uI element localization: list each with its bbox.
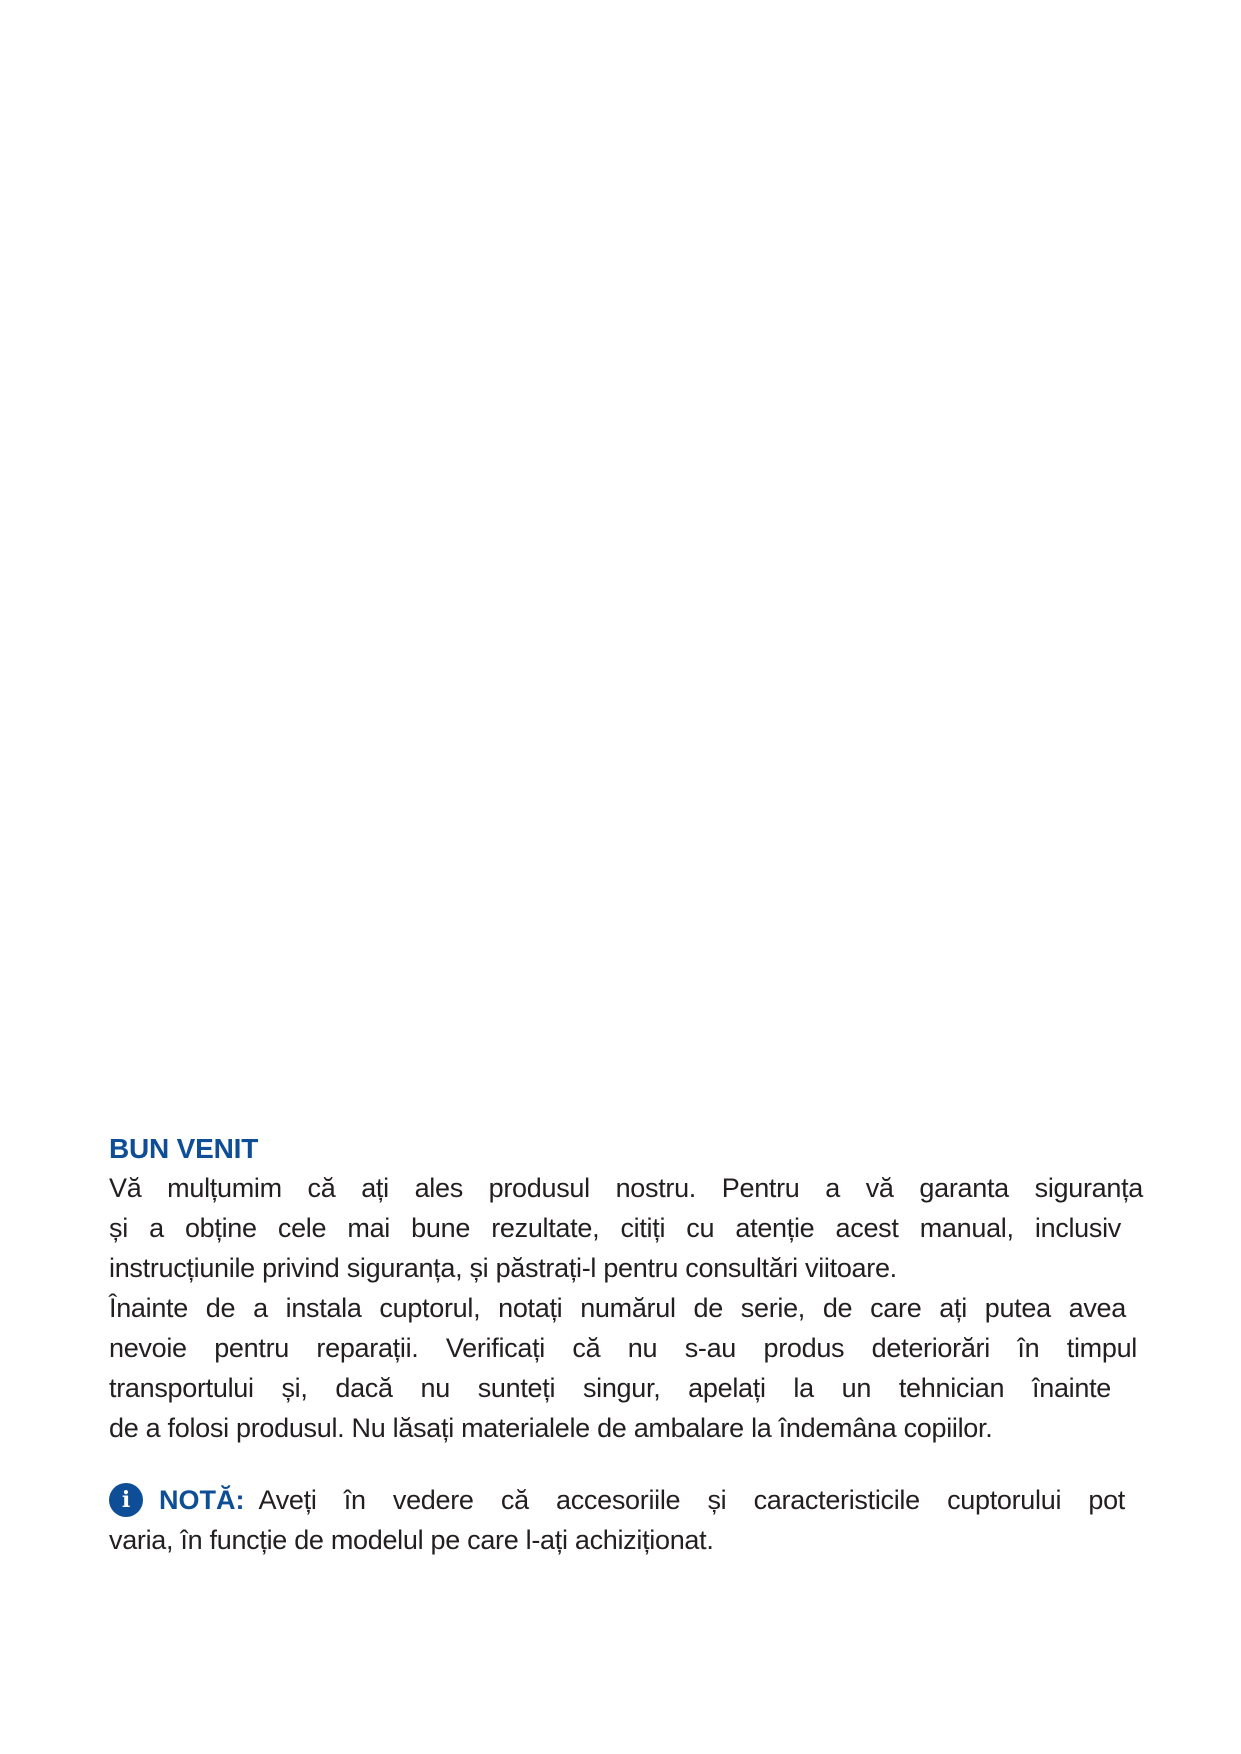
paragraph-line: Vă mulțumim că ați ales produsul nostru. Pentru a vă garanta siguranța bbox=[109, 1173, 1143, 1203]
info-icon: i bbox=[109, 1483, 143, 1517]
section-heading: BUN VENIT bbox=[109, 1133, 259, 1164]
paragraph-line: transportului și, dacă nu sunteți singur, apelați la un tehnician înainte bbox=[109, 1373, 1111, 1403]
paragraph-line: instrucțiunile privind siguranța, și păstrați-l pentru consultări viitoare. bbox=[109, 1253, 897, 1283]
note-text: Aveți în vedere că accesoriile și caracteristicile cuptorului pot bbox=[258, 1485, 1125, 1515]
note-block bbox=[109, 1480, 1149, 1560]
note-text-continued: varia, în funcție de modelul pe care l-ați achiziționat. bbox=[109, 1525, 714, 1555]
welcome-section bbox=[109, 1130, 1149, 1560]
welcome-paragraph bbox=[109, 1168, 1149, 1448]
paragraph-line: de a folosi produsul. Nu lăsați materialele de ambalare la îndemâna copiilor. bbox=[109, 1413, 993, 1443]
note-label: NOTĂ: bbox=[159, 1485, 245, 1515]
paragraph-line: și a obține cele mai bune rezultate, citiți cu atenție acest manual, inclusiv bbox=[109, 1213, 1121, 1243]
note-first-line bbox=[109, 1480, 1125, 1520]
paragraph-line: Înainte de a instala cuptorul, notați numărul de serie, de care ați putea avea bbox=[109, 1293, 1126, 1323]
paragraph-line: nevoie pentru reparații. Verificați că nu s-au produs deteriorări în timpul bbox=[109, 1333, 1137, 1363]
